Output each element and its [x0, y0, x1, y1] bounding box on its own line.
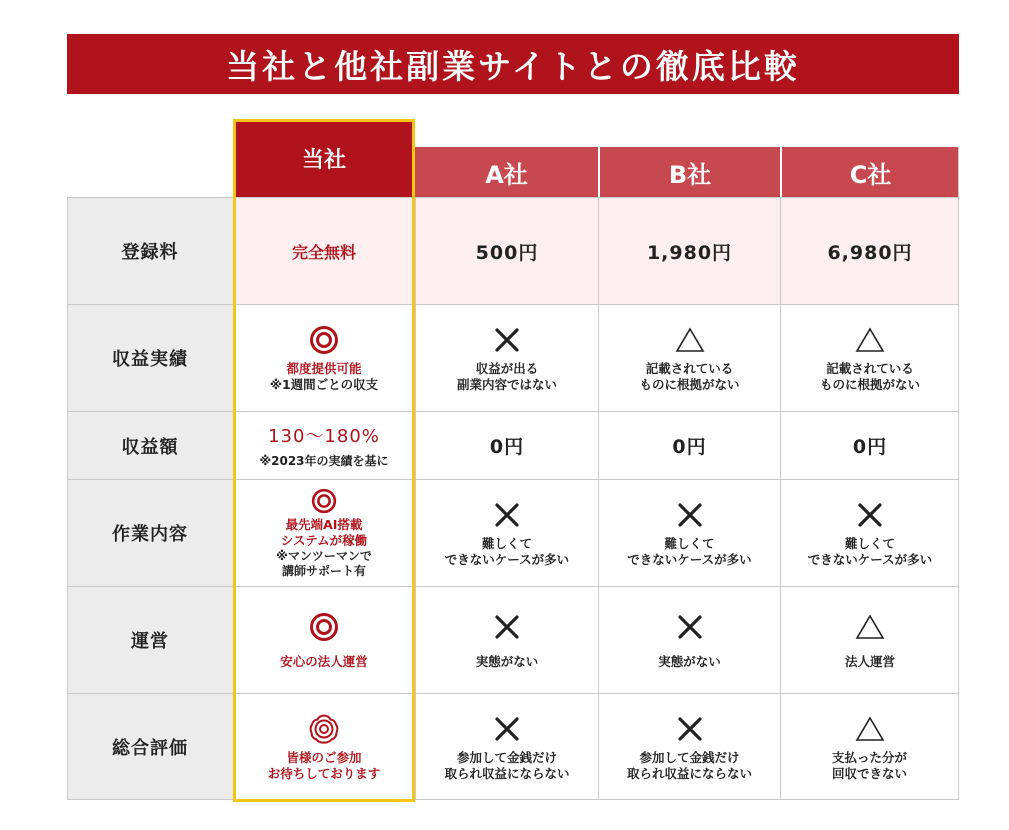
own-fee-value: 完全無料 — [291, 242, 356, 262]
own-revenue-cell: 130～180% ※2023年の実績を基に — [233, 411, 415, 479]
cross-icon — [857, 498, 883, 532]
own-fee-cell — [233, 197, 415, 304]
own-results-cell: 都度提供可能 ※1週間ごとの収支 — [233, 304, 415, 411]
row-label-revenue: 収益額 — [67, 411, 233, 479]
a-revenue-cell: 0円 — [415, 411, 598, 479]
own-work-cell: 最先端AI搭載 システムが稼働 ※マンツーマンで 講師サポート有 — [233, 479, 415, 586]
c-overall-cell: 支払った分が 回収できない — [780, 693, 959, 800]
triangle-icon — [855, 323, 885, 357]
b-fee-cell — [598, 197, 780, 304]
a-fee-cell — [415, 197, 598, 304]
double-circle-icon — [311, 487, 337, 515]
double-circle-icon — [309, 610, 339, 644]
table-right-border — [958, 147, 959, 800]
b-work-cell: 難しくて できないケースが多い — [598, 479, 780, 586]
own-overall-cell: 皆様のご参加 お待ちしております — [233, 693, 415, 800]
flower-circle-icon — [308, 712, 340, 746]
own-operation-cell: 安心の法人運営 — [233, 586, 415, 693]
c-work-cell: 難しくて できないケースが多い — [780, 479, 959, 586]
c-fee-value: 6,980円 — [827, 241, 913, 264]
row-label-fee: 登録料 — [67, 197, 233, 304]
b-operation-cell: 実態がない — [598, 586, 780, 693]
triangle-icon — [855, 610, 885, 644]
cross-icon — [494, 610, 520, 644]
b-fee-value: 1,980円 — [646, 241, 733, 264]
table-left-border — [67, 197, 68, 800]
cross-icon — [677, 498, 703, 532]
c-results-cell: 記載されている ものに根拠がない — [780, 304, 959, 411]
cross-icon — [677, 712, 703, 746]
c-operation-cell: 法人運営 — [780, 586, 959, 693]
b-revenue-cell: 0円 — [598, 411, 780, 479]
own-revenue-rate: 130～180% — [268, 426, 380, 447]
column-header-own: 当社 — [233, 119, 415, 197]
cross-icon — [494, 323, 520, 357]
a-overall-cell: 参加して金銭だけ 取られ収益にならない — [415, 693, 598, 800]
triangle-icon — [855, 712, 885, 746]
a-fee-value: 500円 — [475, 241, 539, 264]
row-label-overall: 総合評価 — [67, 693, 233, 800]
triangle-icon — [675, 323, 705, 357]
cross-icon — [677, 610, 703, 644]
c-fee-cell — [780, 197, 959, 304]
double-circle-icon — [309, 323, 339, 357]
column-header-a: A社 — [415, 147, 598, 197]
a-operation-cell: 実態がない — [415, 586, 598, 693]
row-label-operation: 運営 — [67, 586, 233, 693]
b-results-cell: 記載されている ものに根拠がない — [598, 304, 780, 411]
column-header-b: B社 — [598, 147, 780, 197]
row-label-work: 作業内容 — [67, 479, 233, 586]
title-banner — [67, 34, 959, 94]
row-label-results: 収益実績 — [67, 304, 233, 411]
b-overall-cell: 参加して金銭だけ 取られ収益にならない — [598, 693, 780, 800]
page-title: 当社と他社副業サイトとの徹底比較 — [226, 46, 800, 86]
c-revenue-cell: 0円 — [780, 411, 959, 479]
cross-icon — [494, 712, 520, 746]
column-header-c: C社 — [780, 147, 959, 197]
a-work-cell: 難しくて できないケースが多い — [415, 479, 598, 586]
cross-icon — [494, 498, 520, 532]
a-results-cell: 収益が出る 副業内容ではない — [415, 304, 598, 411]
